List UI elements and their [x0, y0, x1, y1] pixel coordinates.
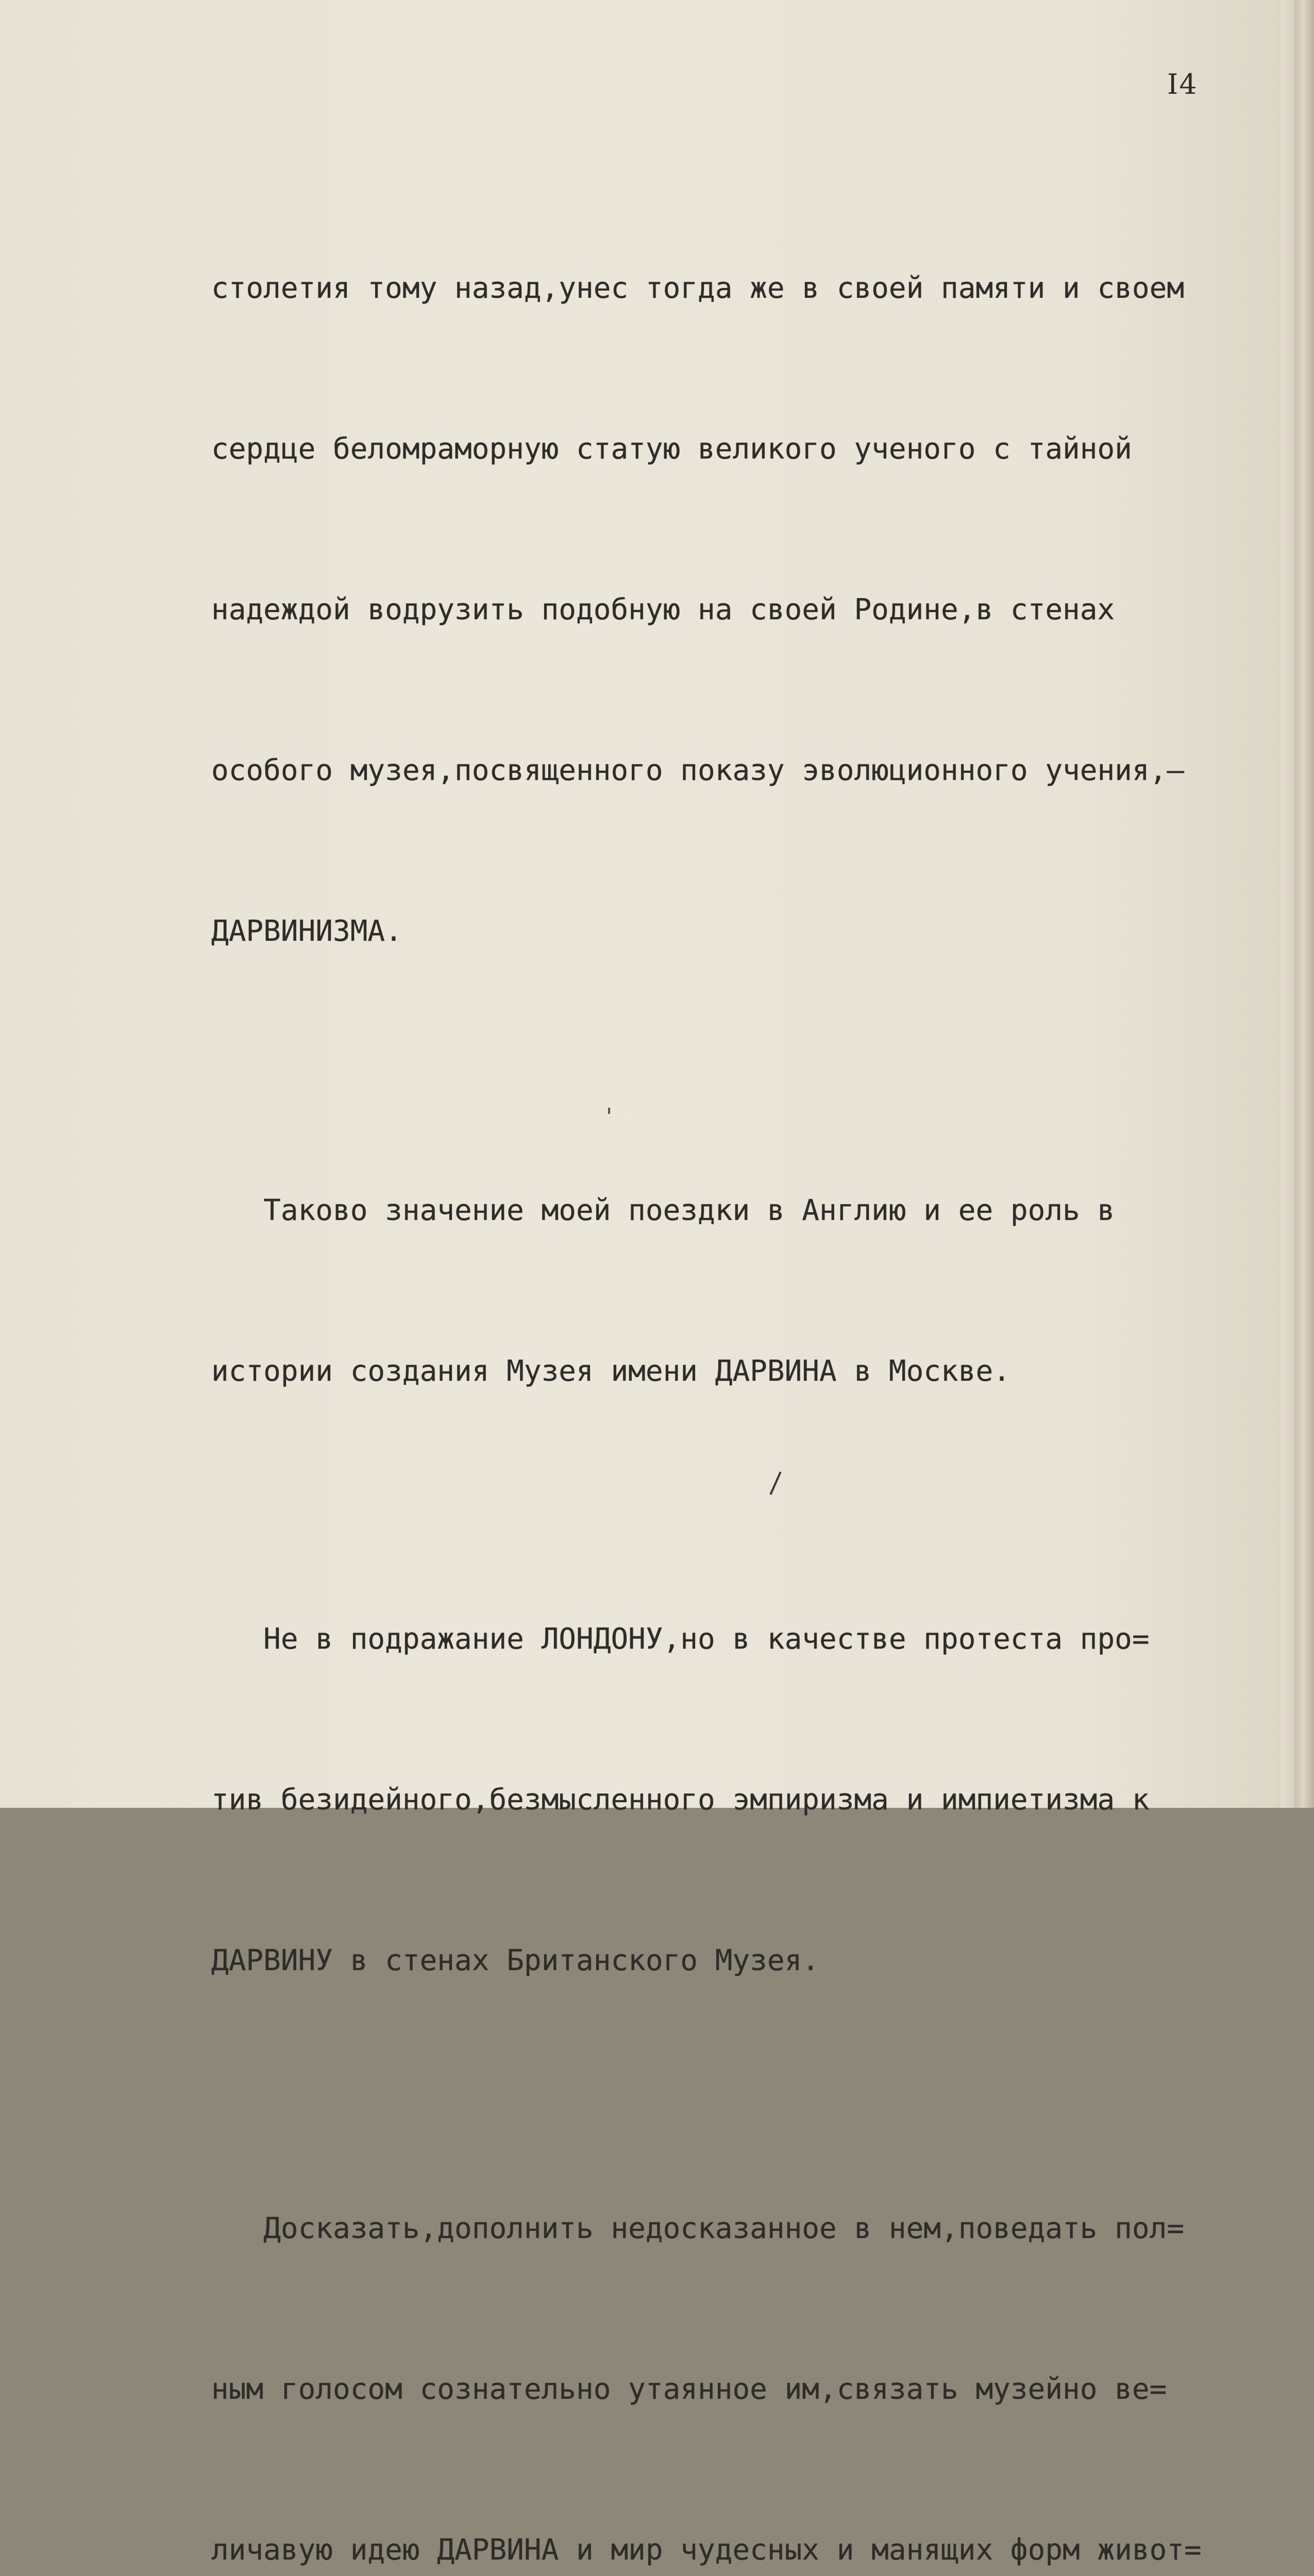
paragraph-4 [211, 2095, 1216, 2576]
text-line: Досказать,дополнить недосказанное в нем,поведать пол= [211, 2212, 1185, 2245]
text-line: ДАРВИНУ в стенах Британского Музея. [211, 1944, 820, 1977]
text-line: ным голосом сознательно утаянное им,связать музейно ве= [211, 2372, 1167, 2406]
paragraph-2 [211, 1077, 1216, 1505]
text-line: сердце беломраморную статую великого ученого с тайной [211, 432, 1132, 466]
text-line: истории создания Музея имени ДАРВИНА в Москве. [211, 1354, 1010, 1388]
text-line: личавую идею ДАРВИНА и мир чудесных и манящих форм живот= [211, 2533, 1202, 2567]
text-line: особого музея,посвященного показу эволюционного учения,— [211, 754, 1185, 787]
text-line: ДАРВИНИЗМА. [211, 914, 402, 948]
text-line: Таково значение моей поездки в Англию и ее роль в [211, 1194, 1115, 1227]
text-line: надеждой водрузить подобную на своей Родине,в стенах [211, 593, 1115, 626]
paragraph-1 [211, 155, 1216, 1065]
text-line: столетия тому назад,унес тогда же в своей памяти и своем [211, 272, 1185, 305]
text-line: Не в подражание ЛОНДОНУ,но в качестве протеста про= [211, 1622, 1150, 1656]
ink-speck [608, 1108, 610, 1114]
page-number: I4 [1167, 68, 1198, 100]
text-line: тив безидейного,безмысленного эмпиризма и импиетизма к [211, 1783, 1150, 1817]
paragraph-3 [211, 1505, 1216, 2095]
body-text [211, 155, 1216, 2576]
